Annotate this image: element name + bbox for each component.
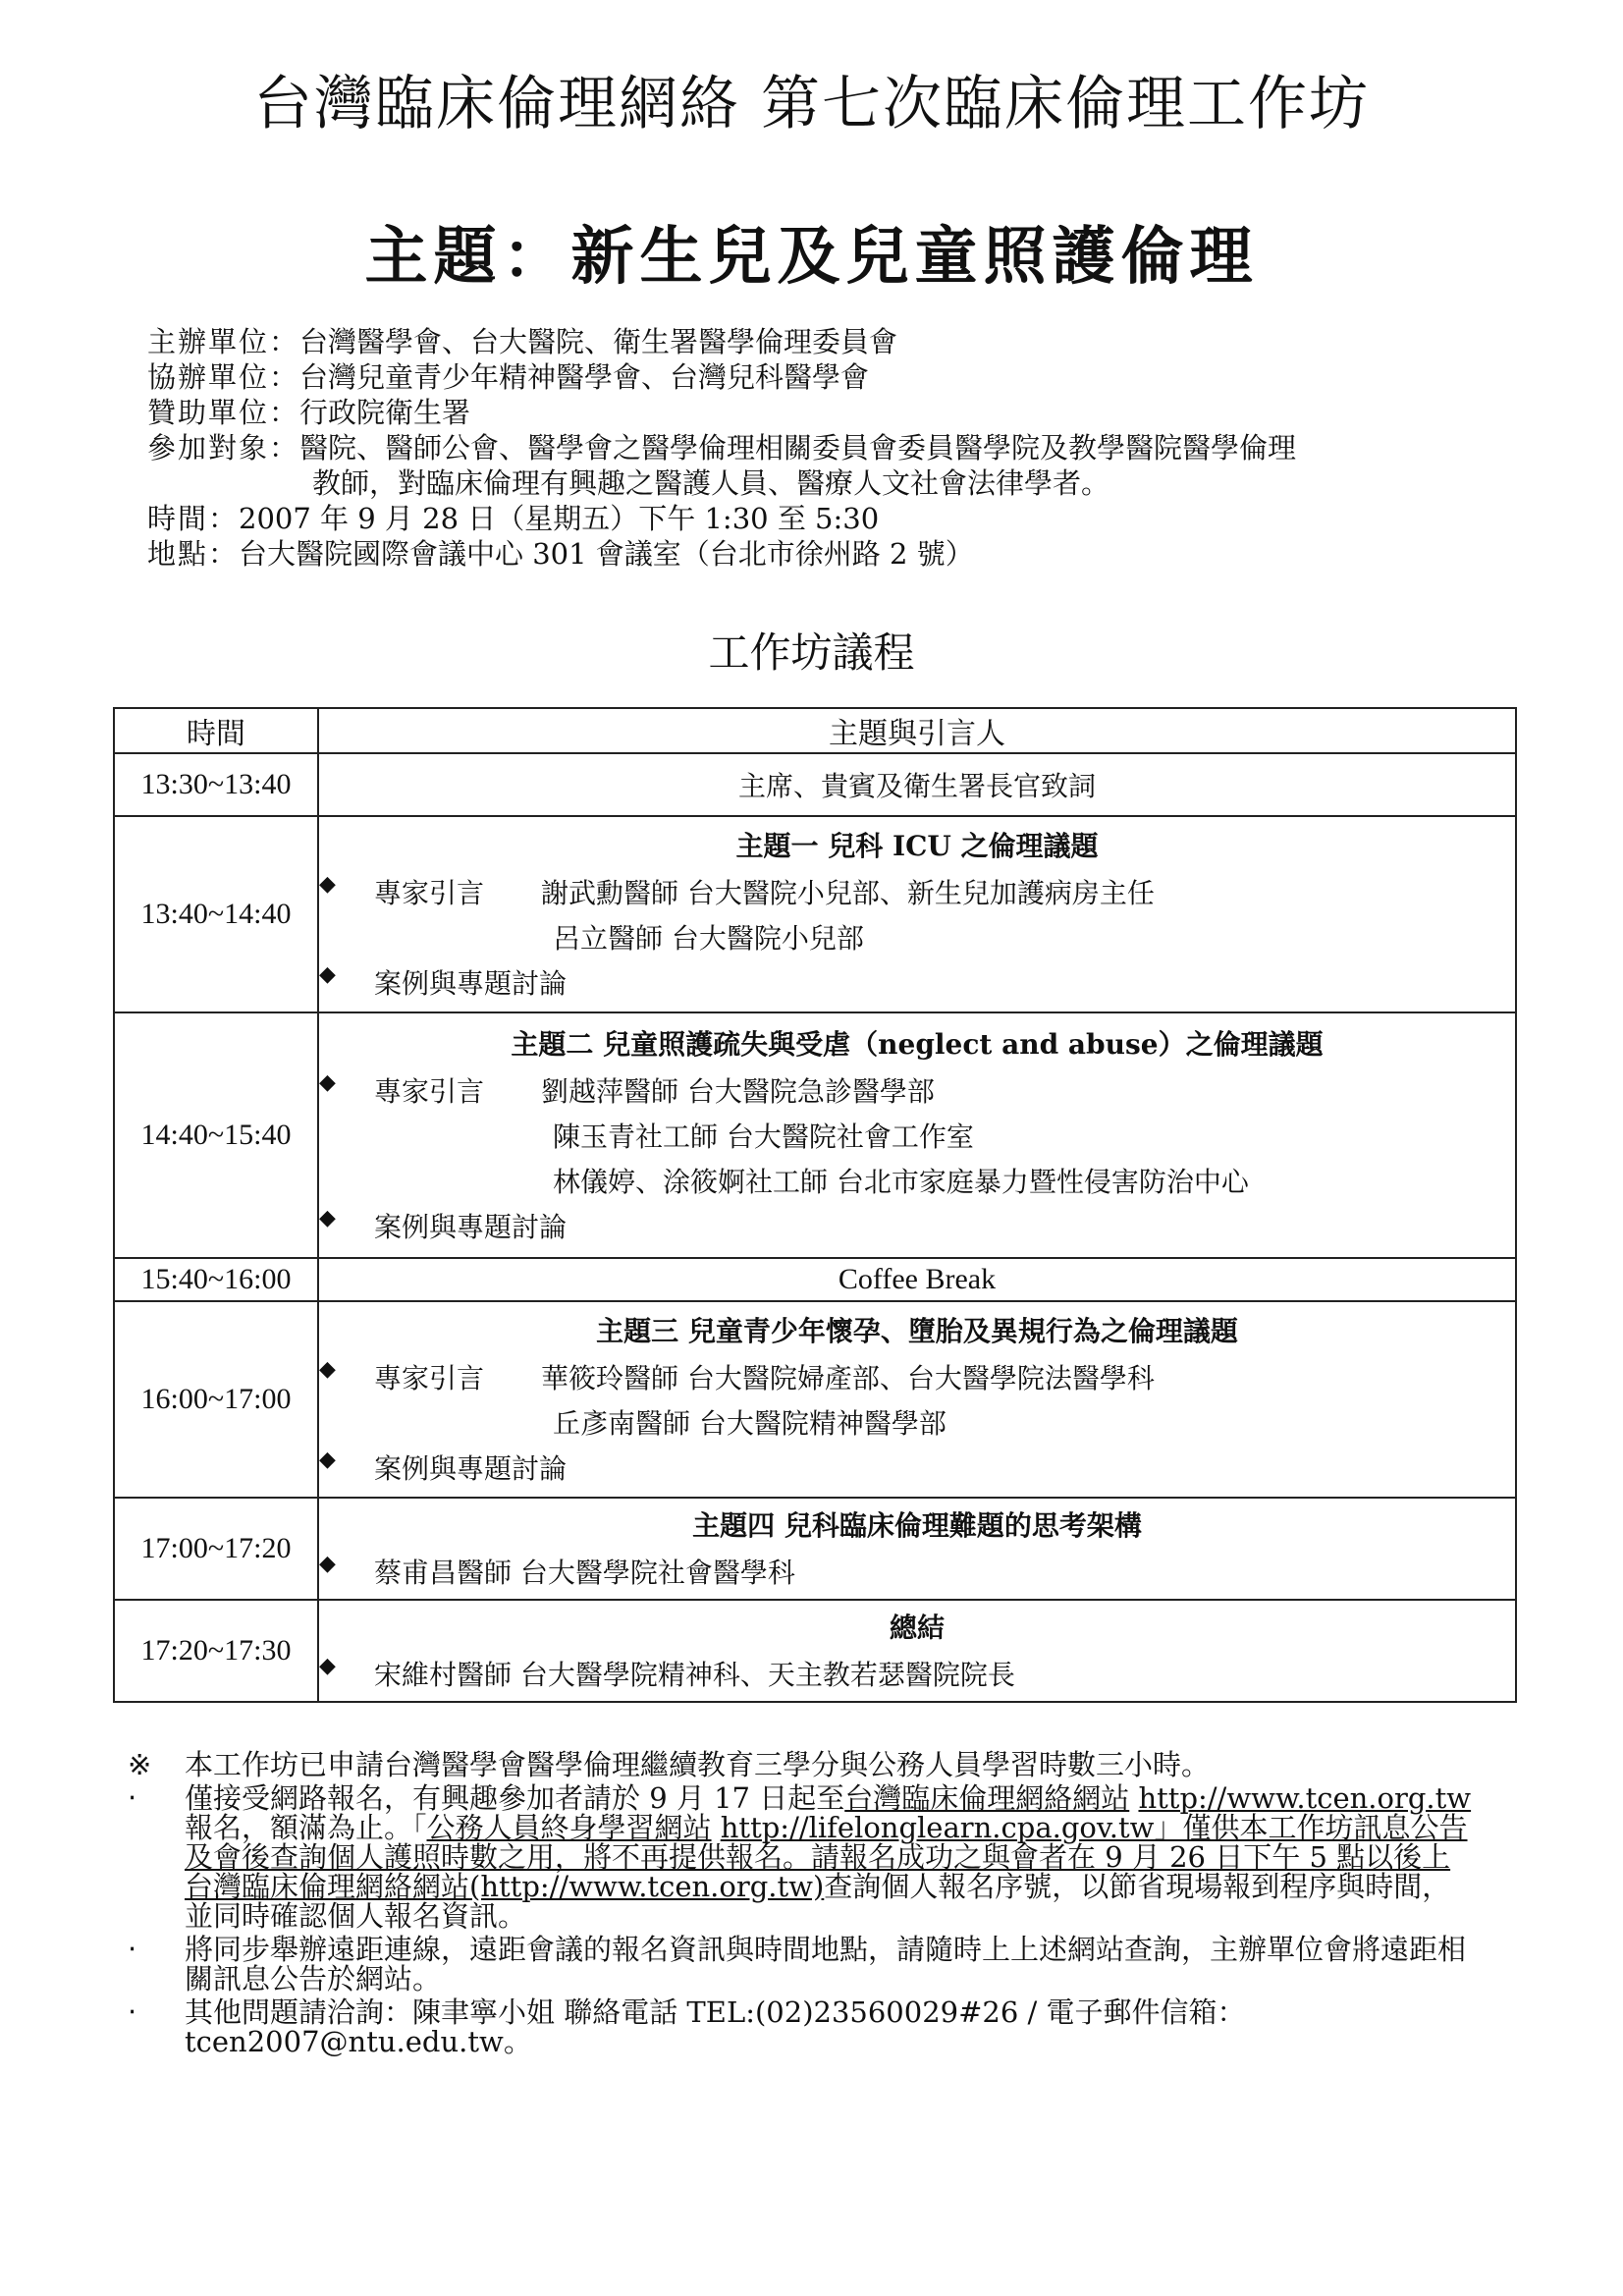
note-item	[128, 1783, 1473, 1931]
diamond-bullet-icon: ◆	[319, 1654, 336, 1678]
tcen-url-link-2[interactable]: (http://www.tcen.org.tw)	[469, 1870, 825, 1903]
speaker-text: 林儀婷、涂筱婀社工師 台北市家庭暴力暨性侵害防治中心	[553, 1166, 1249, 1198]
topic-title: 總結	[889, 1612, 945, 1644]
diamond-bullet-icon: ◆	[319, 1448, 336, 1472]
agenda-row	[114, 1012, 1516, 1258]
organizer-label: 主辦單位：	[147, 325, 300, 358]
speaker-line	[319, 1654, 1515, 1693]
tcen-url-link[interactable]: http://www.tcen.org.tw	[1138, 1781, 1472, 1815]
note-item	[128, 1935, 1473, 1994]
organizer-value: 台灣醫學會、台大醫院、衛生署醫學倫理委員會	[299, 325, 898, 358]
time-row	[147, 501, 1502, 536]
topic-title: 主題一 兒科 ICU 之倫理議題	[735, 830, 1099, 862]
note-text: 本工作坊已申請台灣醫學會醫學倫理繼續教育三學分與公務人員學習時數三小時。	[185, 1748, 1211, 1781]
place-value: 台大醫院國際會議中心 301 會議室（台北市徐州路 2 號）	[239, 537, 974, 571]
note-text-part: 報名，額滿為止。「	[185, 1811, 427, 1844]
coorganizer-label: 協辦單位：	[147, 360, 300, 394]
note-text	[185, 1783, 1473, 1931]
agenda-row	[114, 1258, 1516, 1301]
agenda-row	[114, 816, 1516, 1012]
row-time: 15:40~16:00	[114, 1258, 318, 1301]
note-text	[185, 1997, 1246, 2056]
agenda-table	[113, 707, 1517, 1703]
row-content: Coffee Break	[318, 1258, 1516, 1301]
diamond-bullet-icon: ◆	[319, 1357, 336, 1382]
speaker-text: 劉越萍醫師 台大醫院急診醫學部	[541, 1075, 935, 1108]
sponsor-label: 贊助單位：	[147, 396, 300, 429]
notes-section	[128, 1750, 1473, 2060]
note-text-part: 查詢個人報名序號，以節省現場報到程序與時間，並同時確認個人報名資訊。	[185, 1870, 1451, 1933]
coorganizer-value: 台灣兒童青少年精神醫學會、台灣兒科醫學會	[299, 360, 870, 394]
topic-title: 主題二 兒童照護疏失與受虐（neglect and abuse）之倫理議題	[511, 1028, 1324, 1061]
row-time: 13:40~14:40	[114, 816, 318, 1012]
speaker-text: 華筱玲醫師 台大醫院婦產部、台大醫學院法醫學科	[541, 1362, 1155, 1394]
row-content	[318, 1012, 1516, 1258]
discussion-text: 案例與專題討論	[374, 1452, 568, 1485]
diamond-bullet-icon: ◆	[319, 1206, 336, 1230]
row-content	[318, 816, 1516, 1012]
coorganizer-row	[147, 359, 1502, 395]
note-item	[128, 1997, 1473, 2056]
sponsor-row	[147, 395, 1502, 430]
col-time-header: 時間	[114, 708, 318, 753]
speaker-label: 專家引言	[374, 877, 485, 909]
bullet-icon: ‧	[128, 1995, 137, 2029]
reference-mark-icon: ※	[128, 1748, 152, 1781]
speaker-text: 陳玉青社工師 台大醫院社會工作室	[553, 1121, 974, 1153]
contact-email: tcen2007@ntu.edu.tw。	[185, 2025, 532, 2058]
agenda-row	[114, 1600, 1516, 1702]
agenda-header-row	[114, 708, 1516, 753]
civil-learning-url-link[interactable]: http://lifelonglearn.cpa.gov.tw	[720, 1811, 1155, 1844]
col-topic-header: 主題與引言人	[318, 708, 1516, 753]
bullet-icon: ‧	[128, 1781, 137, 1815]
time-value: 2007 年 9 月 28 日（星期五）下午 1:30 至 5:30	[239, 502, 880, 535]
speaker-line	[319, 872, 1515, 911]
discussion-text: 案例與專題討論	[374, 967, 568, 1000]
audience-row	[147, 430, 1502, 465]
agenda-row	[114, 1498, 1516, 1600]
page-title: 台灣臨床倫理網絡 第七次臨床倫理工作坊	[252, 70, 1371, 138]
sponsor-value: 行政院衛生署	[299, 396, 471, 429]
place-row	[147, 536, 1502, 572]
note-text: 將同步舉辦遠距連線，遠距會議的報名資訊與時間地點，請隨時上上述網站查詢，主辦單位會將遠距相關訊息公告於網站。	[185, 1933, 1467, 1995]
speaker-line	[319, 1357, 1515, 1396]
row-content	[318, 1498, 1516, 1600]
note-text-part: 」僅供本工作坊訊息公告及會後查詢個人護照時數之用，將不再提供報名。請報名成功之與會者在 9 月 26 日下午 5 點以後上台灣臨床倫理網絡網站	[185, 1811, 1468, 1903]
row-content: 主席、貴賓及衛生署長官致詞	[318, 753, 1516, 816]
time-label: 時間：	[147, 502, 240, 535]
speaker-label: 專家引言	[374, 1075, 485, 1108]
tcen-site-link[interactable]: 台灣臨床倫理網絡網站	[844, 1781, 1130, 1815]
speaker-text: 宋維村醫師 台大醫學院精神科、天主教若瑟醫院院長	[374, 1659, 1015, 1691]
diamond-bullet-icon: ◆	[319, 1070, 336, 1095]
diamond-bullet-icon: ◆	[319, 962, 336, 987]
audience-value: 醫院、醫師公會、醫學會之醫學倫理相關委員會委員醫學院及教學醫院醫學倫理	[299, 431, 1297, 465]
agenda-title: 工作坊議程	[708, 629, 915, 677]
diamond-bullet-icon: ◆	[319, 1552, 336, 1576]
organizer-row	[147, 324, 1502, 359]
discussion-line	[319, 962, 1515, 1002]
speaker-text: 謝武勳醫師 台大醫院小兒部、新生兒加護病房主任	[541, 877, 1155, 909]
row-time: 16:00~17:00	[114, 1301, 318, 1498]
place-label: 地點：	[147, 537, 240, 571]
note-text-part: 其他問題請洽詢：陳聿寧小姐 聯絡電話 TEL:(02)23560029#26 / 電子郵件信箱：	[185, 1995, 1246, 2029]
event-info	[147, 324, 1502, 572]
row-content	[318, 1600, 1516, 1702]
agenda-row	[114, 1301, 1516, 1498]
row-content	[318, 1301, 1516, 1498]
topic-title: 主題三 兒童青少年懷孕、墮胎及異規行為之倫理議題	[596, 1315, 1238, 1347]
row-time: 14:40~15:40	[114, 1012, 318, 1258]
bullet-icon: ‧	[128, 1933, 137, 1966]
speaker-text: 丘彥南醫師 台大醫院精神醫學部	[553, 1407, 947, 1440]
diamond-bullet-icon: ◆	[319, 872, 336, 897]
discussion-line	[319, 1448, 1515, 1487]
speaker-text: 呂立醫師 台大醫院小兒部	[553, 922, 864, 955]
speaker-text: 蔡甫昌醫師 台大醫學院社會醫學科	[374, 1557, 795, 1589]
note-item	[128, 1750, 1473, 1779]
row-time: 17:00~17:20	[114, 1498, 318, 1600]
audience-label: 參加對象：	[147, 431, 300, 465]
note-text-part: 僅接受網路報名，有興趣參加者請於 9 月 17 日起至	[185, 1781, 845, 1815]
row-time: 17:20~17:30	[114, 1600, 318, 1702]
row-time: 13:30~13:40	[114, 753, 318, 816]
civil-learning-site-link[interactable]: 公務人員終身學習網站	[426, 1811, 712, 1844]
audience-value-cont: 教師，對臨床倫理有興趣之醫護人員、醫療人文社會法律學者。	[312, 466, 1110, 500]
discussion-text: 案例與專題討論	[374, 1211, 568, 1243]
speaker-line	[319, 1552, 1515, 1591]
speaker-label: 專家引言	[374, 1362, 485, 1394]
page-subtitle: 主題：新生兒及兒童照護倫理	[364, 220, 1259, 294]
agenda-row	[114, 753, 1516, 816]
speaker-line	[319, 1070, 1515, 1110]
discussion-line	[319, 1206, 1515, 1245]
topic-title: 主題四 兒科臨床倫理難題的思考架構	[692, 1509, 1142, 1542]
